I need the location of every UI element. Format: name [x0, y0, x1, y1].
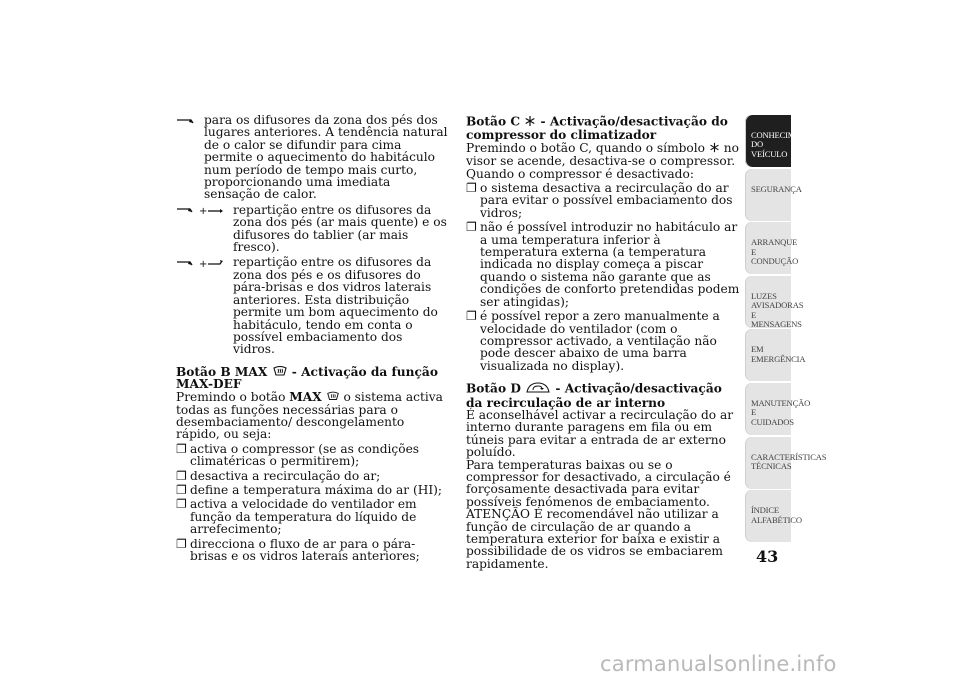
airflow-feet-dash-text: repartição entre os difusores da zona dos pés (ar mais quente) e os difusores do tablier (ar mais fresco).: [233, 202, 447, 255]
svg-text:+: +: [199, 258, 208, 268]
heading-button-d: Botão D - Activação/desactivação da recirculação de ar interno: [466, 381, 722, 410]
checkbox-icon: ❐: [176, 468, 187, 483]
heading-button-b: Botão B MAX - Activação da função MAX-DEF: [176, 364, 438, 392]
tab-caracteristicas-tecnicas[interactable]: CARACTERÍSTICAS TÉCNICAS: [745, 437, 791, 489]
button-d-paragraph-1: É aconselhável activar a recirculação do ar interno durante paragens em fila ou em túneis para evitar a entrada de ar externo poluído.: [466, 407, 734, 460]
checkbox-icon: ❐: [176, 441, 187, 456]
recirculation-icon: [525, 382, 551, 396]
airflow-feet-windshield-text: repartição entre os difusores da zona dos pés e os difusores do pára-brisas e dos vidros laterais anteriores. Esta distribuição permite um bom aquecimento do habitáculo, tendo em conta o possível embaciamento dos vidros.: [233, 255, 438, 357]
page-number: 43: [756, 547, 779, 566]
airflow-feet-item: [176, 114, 448, 201]
tab-manutencao-e-cuidados[interactable]: MANUTENÇÃO E CUIDADOS: [745, 383, 791, 435]
left-column: [176, 112, 448, 562]
button-d-warning: ATENÇÃO É recomendável não utilizar a função de circulação de ar quando a temperatura exterior for baixa e existir a possibilidade de os vidros se embaciarem rapidamente.: [466, 507, 723, 571]
airflow-feet-dash-icon: [176, 205, 233, 217]
list-item: ❐ direcciona o fluxo de ar para o pára-brisas e os vidros laterais anteriores;: [176, 536, 420, 563]
checkbox-icon: ❐: [176, 536, 187, 551]
compressor-snowflake-inline-icon: [709, 142, 720, 155]
airflow-feet-text: para os difusores da zona dos pés dos lugares anteriores. A tendência natural de o calor se difundir para cima permite o aquecimento do habitáculo num período de tempo mais curto, proporcionando uma imediata sensação de calor.: [204, 113, 448, 202]
checkbox-icon: ❐: [466, 309, 477, 324]
airflow-feet-icon: [176, 115, 204, 127]
tab-luzes-avisadoras[interactable]: LUZES AVISADORAS E MENSAGENS: [745, 276, 791, 328]
checkbox-icon: ❐: [466, 220, 477, 235]
button-d-paragraph-2: Para temperaturas baixas ou se o compressor for desactivado, a circulação é forçosamente desactivada para evitar possíveis fenómenos de embaciamento.: [466, 457, 731, 509]
airflow-feet-windshield-item: [176, 256, 448, 355]
list-item: ❐ define a temperatura máxima do ar (HI);: [176, 482, 443, 497]
list-item: ❐ não é possível introduzir no habitáculo ar a uma temperatura inferior à temperatura externa (a temperatura indicada no display começa a piscar quando o sistema não garante que as condições de conforto pretendidas podem ser atingidas);: [466, 220, 740, 309]
tab-seguranca[interactable]: SEGURANÇA: [745, 169, 791, 221]
defrost-max-icon: [272, 366, 288, 378]
tab-indice-alfabetico[interactable]: ÍNDICE ALFABÉTICO: [745, 490, 791, 542]
heading-button-c: Botão C - Activação/desactivação do compressor do climatizador: [466, 114, 728, 143]
svg-text:+: +: [199, 206, 208, 216]
checkbox-icon: ❐: [466, 181, 477, 196]
checkbox-icon: ❐: [176, 482, 187, 497]
list-item: ❐ é possível repor a zero manualmente a velocidade do ventilador (com o compressor activado, a ventilação não pode descer abaixo de uma barra visualizada no display).: [466, 309, 720, 373]
tab-em-emergencia[interactable]: EM EMERGÊNCIA: [745, 329, 791, 381]
tab-arranque-e-conducao[interactable]: ARRANQUE E CONDUÇÃO: [745, 222, 791, 274]
airflow-feet-dash-item: [176, 204, 448, 254]
list-item: ❐ activa o compressor (se as condições climatéricas o permitirem);: [176, 441, 420, 469]
middle-column: [466, 115, 740, 570]
list-item: ❐ desactiva a recirculação do ar;: [176, 468, 381, 483]
button-c-paragraph: Premindo o botão C, quando o símbolo no visor se acende, desactiva-se o compressor.: [466, 141, 739, 169]
checkbox-icon: ❐: [176, 497, 187, 512]
watermark: carmanualsonline.info: [600, 652, 837, 676]
tab-conhecimento-do-veiculo[interactable]: CONHECIMENTO DO VEÍCULO: [745, 115, 791, 167]
airflow-feet-windshield-icon: [176, 257, 233, 269]
list-item: ❐ o sistema desactiva a recirculação do ar para evitar o possível embaciamento dos vidros;: [466, 181, 733, 220]
button-b-intro: Premindo o botão MAX o sistema activa todas as funções necessárias para o desembaciamento/ descongelamento rápido, ou seja:: [176, 389, 443, 442]
button-c-paragraph-2: Quando o compressor é desactivado:: [466, 166, 694, 181]
list-item: ❐ activa a velocidade do ventilador em função da temperatura do líquido de arrefecimento;: [176, 497, 417, 537]
compressor-snowflake-icon: [524, 115, 536, 129]
section-tabs: [745, 115, 827, 544]
